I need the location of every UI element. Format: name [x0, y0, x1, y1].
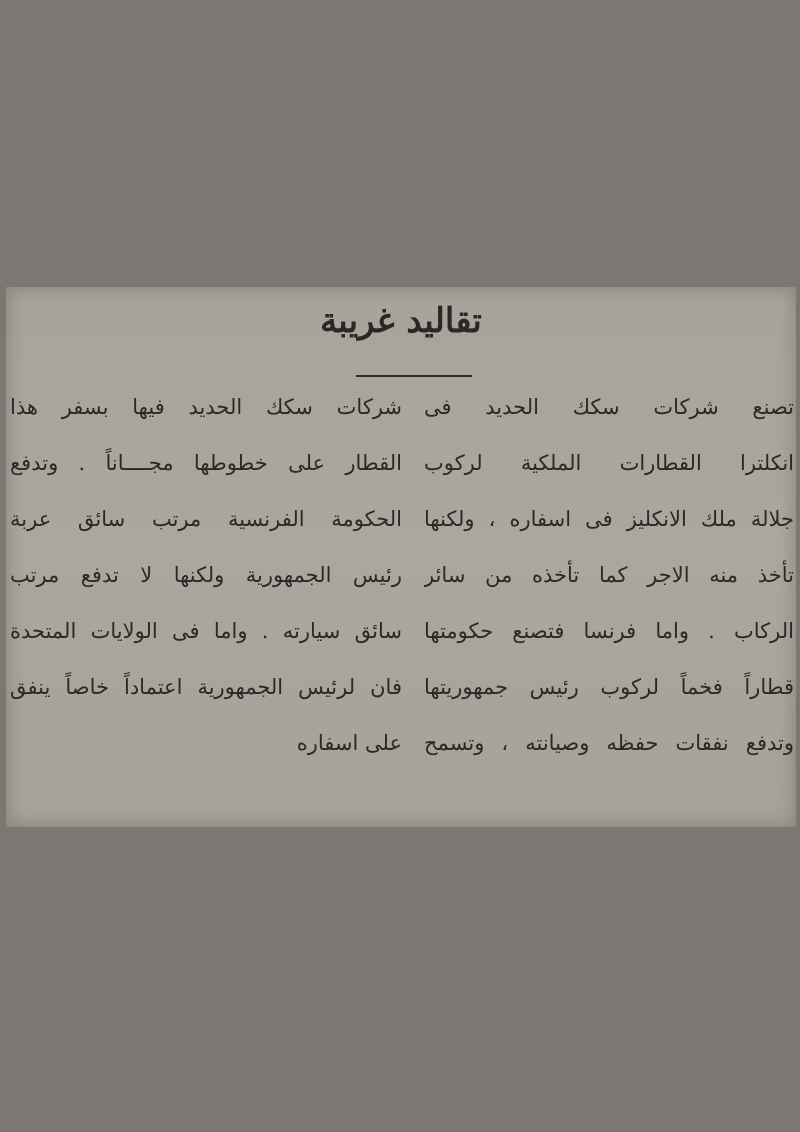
- text-line: الحكومة الفرنسية مرتب سائق عربة: [10, 507, 402, 531]
- text-line: فان لرئيس الجمهورية اعتماداً خاصاً ينفق: [10, 675, 402, 699]
- scanned-page: [6, 287, 796, 827]
- text-line: الركاب . واما فرنسا فتصنع حكومتها: [424, 619, 794, 643]
- article-title: تقاليد غريبة: [320, 301, 482, 341]
- left-column: [10, 379, 402, 771]
- title-underline: [356, 375, 472, 377]
- text-line: انكلترا القطارات الملكية لركوب: [424, 451, 794, 475]
- text-line: جلالة ملك الانكليز فى اسفاره ، ولكنها: [424, 507, 794, 531]
- text-line: رئيس الجمهورية ولكنها لا تدفع مرتب: [10, 563, 402, 587]
- text-line: تأخذ منه الاجر كما تأخذه من سائر: [424, 563, 794, 587]
- text-line: شركات سكك الحديد فيها بسفر هذا: [10, 395, 402, 419]
- right-column: [424, 379, 794, 771]
- text-line: القطار على خطوطها مجــــاناً . وتدفع: [10, 451, 402, 475]
- text-line: وتدفع نفقات حفظه وصيانته ، وتسمح: [424, 731, 794, 755]
- text-line: على اسفاره: [296, 731, 402, 755]
- text-line: قطاراً فخماً لركوب رئيس جمهوريتها: [424, 675, 794, 699]
- text-line: سائق سيارته . واما فى الولايات المتحدة: [10, 619, 402, 643]
- text-line: تصنع شركات سكك الحديد فى: [424, 395, 794, 419]
